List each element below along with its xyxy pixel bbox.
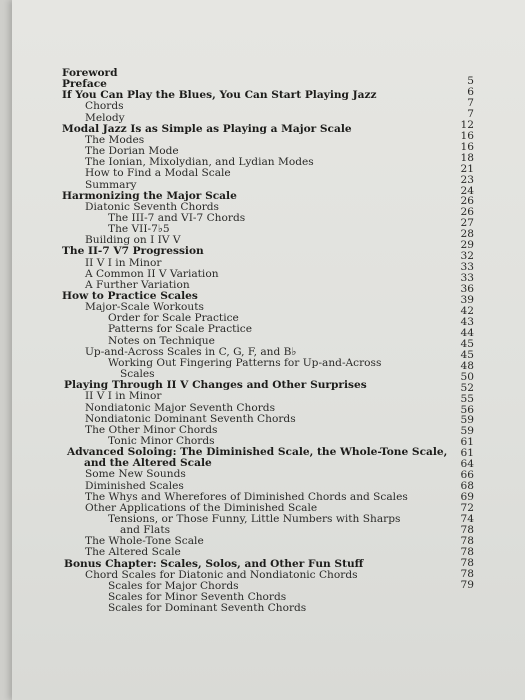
toc-entry: Scales for Minor Seventh Chords [108, 591, 287, 604]
page-number: 69 [460, 491, 474, 504]
page-number: 45 [460, 337, 474, 350]
page-number: 12 [460, 118, 474, 131]
toc-entry: Notes on Technique [108, 334, 215, 347]
page-number: 16 [460, 140, 474, 153]
page-number: 6 [467, 85, 474, 98]
toc-entry: The Whole-Tone Scale [85, 535, 204, 548]
toc-entry: Tonic Minor Chords [108, 434, 215, 447]
page-number: 21 [460, 162, 474, 175]
toc-entry: and Flats [120, 524, 171, 537]
page-number: 26 [460, 206, 474, 219]
toc-entry: Other Applications of the Diminished Scale [85, 501, 318, 514]
toc-entry: The III-7 and VI-7 Chords [108, 211, 246, 224]
page-number: 59 [460, 425, 474, 438]
toc-entry: Working Out Fingering Patterns for Up-and-Across [108, 356, 382, 369]
toc-entry: Modal Jazz Is as Simple as Playing a Major Scale [62, 122, 352, 135]
page-number: 72 [460, 502, 474, 515]
table-of-contents [12, 0, 525, 700]
toc-entry: Diatonic Seventh Chords [85, 200, 219, 213]
page-number: 33 [460, 261, 474, 274]
page-number: 61 [460, 436, 474, 449]
page-number: 7 [467, 107, 474, 120]
page-number: 48 [460, 359, 474, 372]
toc-entry: II V I in Minor [85, 256, 162, 269]
page-number: 55 [460, 392, 474, 405]
page-number: 7 [467, 96, 474, 109]
toc-entry: Chords [85, 100, 124, 113]
toc-entry: How to Find a Modal Scale [85, 167, 231, 180]
toc-entry: The II-7 V7 Progression [62, 245, 204, 258]
toc-entry: Playing Through II V Changes and Other Surprises [64, 379, 367, 392]
page-number: 78 [460, 567, 474, 580]
toc-entry: The VII-7♭5 [108, 223, 170, 236]
page-number: 79 [460, 578, 474, 591]
toc-entry: Harmonizing the Major Scale [62, 189, 237, 202]
page-number: 61 [460, 447, 474, 460]
toc-entry: Major-Scale Workouts [85, 301, 204, 314]
toc-entry: The Altered Scale [85, 546, 181, 559]
toc-entry: Nondiatonic Major Seventh Chords [85, 401, 275, 414]
page-number: 28 [460, 228, 474, 241]
page-number: 78 [460, 556, 474, 569]
toc-entry: Bonus Chapter: Scales, Solos, and Other Fun Stuff [64, 557, 364, 570]
toc-entry: Order for Scale Practice [108, 312, 239, 325]
page-number: 50 [460, 370, 474, 383]
page-number: 52 [460, 381, 474, 394]
toc-entry: Patterns for Scale Practice [108, 323, 252, 336]
page-number: 68 [460, 480, 474, 493]
toc-entry: Scales for Major Chords [108, 579, 239, 592]
toc-entry: The Ionian, Mixolydian, and Lydian Modes [85, 156, 314, 169]
page-number: 44 [460, 326, 474, 339]
toc-entry: The Other Minor Chords [85, 423, 218, 436]
toc-entry: The Modes [85, 133, 145, 146]
page-number: 27 [460, 217, 474, 230]
page-number: 29 [460, 239, 474, 252]
page-number: 36 [460, 283, 474, 296]
toc-entry: Scales [120, 368, 155, 381]
page-number: 66 [460, 469, 474, 482]
page-number: 26 [460, 195, 474, 208]
page-number: 78 [460, 534, 474, 547]
book-page [12, 0, 525, 700]
toc-entry: How to Practice Scales [62, 290, 198, 302]
page-number: 32 [460, 250, 474, 263]
toc-entry: A Common II V Variation [85, 267, 219, 280]
page-number: 18 [460, 151, 474, 164]
page-number: 78 [460, 523, 474, 536]
toc-entry: A Further Variation [85, 278, 190, 291]
toc-entry: II V I in Minor [85, 390, 162, 403]
toc-entry: The Whys and Wherefores of Diminished Chords and Scales [85, 490, 408, 503]
toc-entry: Up-and-Across Scales in C, G, F, and B♭ [85, 345, 297, 358]
toc-entry: Some New Sounds [85, 468, 186, 481]
page-number: 24 [460, 184, 474, 197]
page-number: 74 [460, 513, 474, 525]
page-number: 42 [460, 304, 474, 317]
toc-entry: Summary [85, 178, 137, 191]
page-number: 16 [460, 129, 474, 142]
toc-entry: Foreword [62, 67, 118, 79]
page-number: 45 [460, 348, 474, 361]
toc-entry: Advanced Soloing: The Diminished Scale, the Whole-Tone Scale, [67, 446, 448, 459]
toc-entry: If You Can Play the Blues, You Can Start Playing Jazz [62, 89, 377, 102]
toc-entry: Chord Scales for Diatonic and Nondiatonic Chords [85, 568, 358, 581]
page-number: 5 [467, 75, 474, 87]
toc-entry: Building on I IV V [85, 234, 181, 247]
toc-entry: Scales for Dominant Seventh Chords [108, 602, 307, 615]
page-number: 59 [460, 414, 474, 427]
page-number: 43 [460, 315, 474, 328]
toc-entry: Tensions, or Those Funny, Little Numbers with Sharps [108, 513, 401, 525]
toc-entry: Preface [62, 78, 107, 91]
page-number: 39 [460, 294, 474, 306]
page-number: 78 [460, 545, 474, 558]
page-number: 56 [460, 403, 474, 416]
page-number: 33 [460, 272, 474, 285]
page-number: 64 [460, 458, 474, 471]
page-number: 23 [460, 173, 474, 186]
toc-entry: Nondiatonic Dominant Seventh Chords [85, 412, 296, 425]
toc-entry: The Dorian Mode [85, 145, 179, 158]
toc-entry: Melody [85, 111, 125, 124]
toc-entry: Diminished Scales [85, 479, 184, 492]
toc-entry: and the Altered Scale [84, 457, 212, 470]
